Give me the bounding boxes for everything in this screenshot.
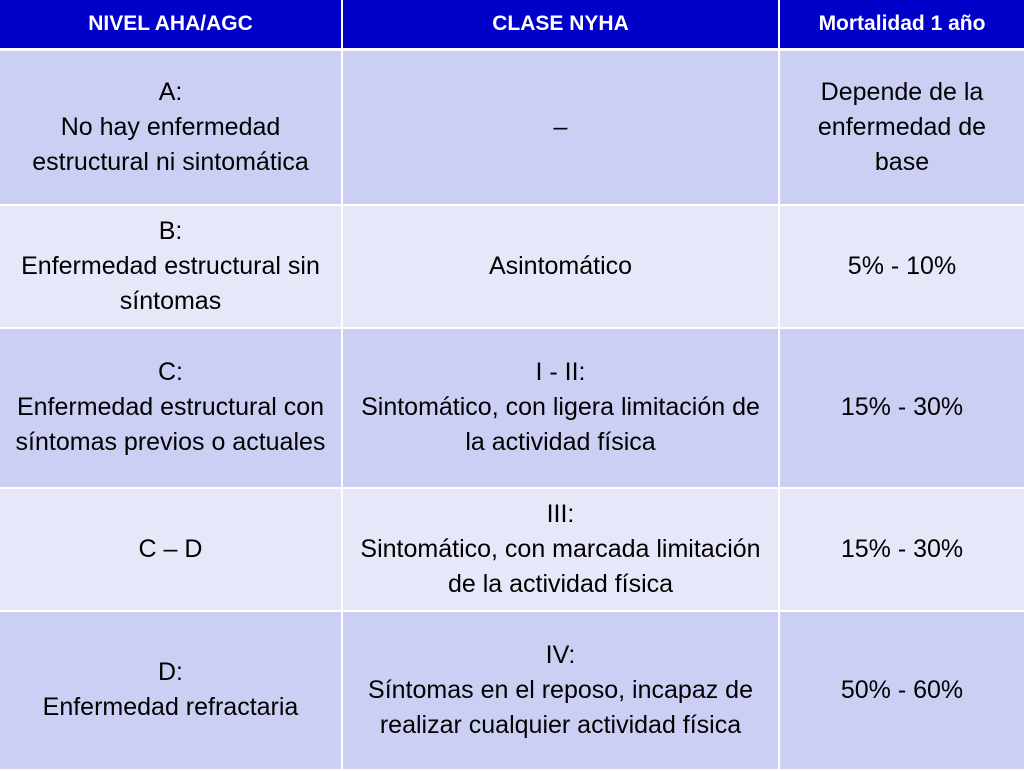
header-clase-nyha: CLASE NYHA xyxy=(342,0,779,50)
table-row xyxy=(0,488,1024,611)
header-nivel-aha-agc: NIVEL AHA/AGC xyxy=(0,0,342,50)
cell-nivel: C – D xyxy=(0,488,342,611)
cell-nivel: A: No hay enfermedad estructural ni sintomática xyxy=(0,50,342,205)
table-row xyxy=(0,328,1024,488)
table-row xyxy=(0,50,1024,205)
table-header xyxy=(0,0,1024,50)
header-row xyxy=(0,0,1024,50)
cell-mortalidad: 50% - 60% xyxy=(779,611,1024,770)
cell-mortalidad: 15% - 30% xyxy=(779,488,1024,611)
cell-nivel: C: Enfermedad estructural con síntomas previos o actuales xyxy=(0,328,342,488)
table-row xyxy=(0,611,1024,770)
cell-clase: – xyxy=(342,50,779,205)
cell-mortalidad: 15% - 30% xyxy=(779,328,1024,488)
cell-clase: III: Sintomático, con marcada limitación de la actividad física xyxy=(342,488,779,611)
cell-clase: Asintomático xyxy=(342,205,779,328)
cell-mortalidad: 5% - 10% xyxy=(779,205,1024,328)
table-body xyxy=(0,50,1024,770)
cell-nivel: D: Enfermedad refractaria xyxy=(0,611,342,770)
cell-clase: IV: Síntomas en el reposo, incapaz de realizar cualquier actividad física xyxy=(342,611,779,770)
cell-mortalidad: Depende de la enfermedad de base xyxy=(779,50,1024,205)
table-row xyxy=(0,205,1024,328)
cell-clase: I - II: Sintomático, con ligera limitación de la actividad física xyxy=(342,328,779,488)
header-mortalidad: Mortalidad 1 año xyxy=(779,0,1024,50)
cell-nivel: B: Enfermedad estructural sin síntomas xyxy=(0,205,342,328)
